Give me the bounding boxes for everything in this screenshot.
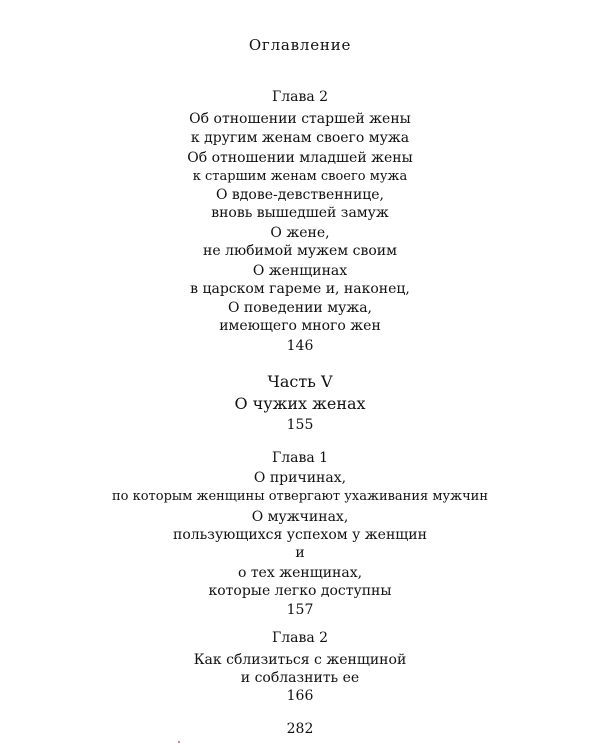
toc-entry-line: по которым женщины отвергают ухаживания мужчин [111,489,488,504]
toc-page-number: 157 [286,602,314,618]
toc-entry-line: к другим женам своего мужа [190,130,410,146]
toc-page-number: 155 [286,417,314,433]
toc-entry-line: не любимой мужем своим [202,243,397,259]
toc-entry-line: О поведении мужа, [227,300,372,316]
toc-entry-line: Об отношении младшей жены [187,150,413,166]
toc-entry-line: О вдове-девственнице, [215,187,385,203]
toc-entry-line: имеющего много жен [219,318,381,334]
scan-speck [178,741,180,743]
toc-page-number: 146 [286,338,314,354]
toc-entry-line: пользующихся успехом у женщин [173,527,427,543]
page-title: Оглавление [248,36,352,54]
toc-page-number: 166 [286,688,314,704]
toc-entry-line: Об отношении старшей жены [189,111,411,127]
toc-entry-line: о тех женщинах, [237,565,363,581]
part-title: О чужих женах [234,394,366,413]
toc-entry-line: О жене, [270,225,330,241]
toc-entry-line: О причинах, [253,470,347,486]
toc-entry-line: и [295,545,305,561]
part-heading: Часть V [267,372,333,391]
chapter-heading: Глава 2 [271,630,329,646]
toc-entry-line: О женщинах [252,263,348,279]
toc-entry-line: к старшим женам своего мужа [192,169,408,184]
chapter-heading: Глава 2 [271,89,329,105]
toc-entry-line: которые легко доступны [208,583,392,599]
chapter-heading: Глава 1 [271,450,329,466]
toc-entry-line: и соблазнить ее [240,670,360,686]
toc-entry-line: в царском гареме и, наконец, [190,281,410,297]
toc-entry-line: О мужчинах, [251,509,349,525]
toc-entry-line: вновь вышедшей замуж [211,205,389,221]
footer-page-number: 282 [286,721,314,737]
toc-entry-line: Как сблизиться с женщиной [193,652,407,668]
